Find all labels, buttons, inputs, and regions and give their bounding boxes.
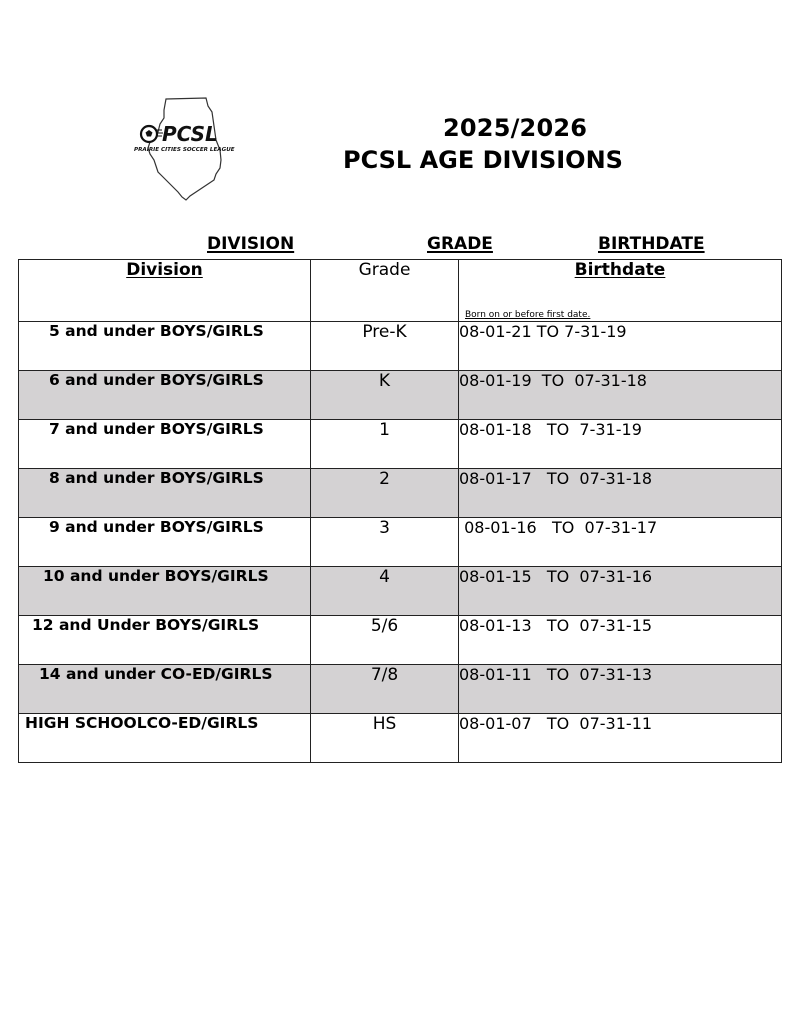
page-title: PCSL AGE DIVISIONS [343, 146, 623, 174]
birthdate-cell: 08-01-13 TO 07-31-15 [459, 616, 782, 665]
illinois-outline-icon [128, 96, 238, 204]
table-row [19, 322, 782, 371]
birthdate-cell: 08-01-15 TO 07-31-16 [459, 567, 782, 616]
heading-grade: GRADE [427, 234, 493, 254]
birthdate-cell: 08-01-11 TO 07-31-13 [459, 665, 782, 714]
table-row [19, 714, 782, 763]
grade-cell: 1 [311, 420, 459, 469]
division-cell: 8 and under BOYS/GIRLS [19, 469, 311, 518]
birthdate-cell: 08-01-16 TO 07-31-17 [459, 518, 782, 567]
heading-division: DIVISION [207, 234, 295, 254]
division-cell: 5 and under BOYS/GIRLS [19, 322, 311, 371]
header-grade: Grade [311, 260, 459, 322]
birthdate-cell: 08-01-17 TO 07-31-18 [459, 469, 782, 518]
header-birthdate [459, 260, 782, 322]
table-row [19, 616, 782, 665]
division-cell: 14 and under CO-ED/GIRLS [19, 665, 311, 714]
grade-cell: 5/6 [311, 616, 459, 665]
grade-cell: 2 [311, 469, 459, 518]
division-cell: HIGH SCHOOLCO-ED/GIRLS [19, 714, 311, 763]
birthdate-cell: 08-01-19 TO 07-31-18 [459, 371, 782, 420]
table-row [19, 665, 782, 714]
header-birthdate-label: Birthdate [574, 260, 666, 280]
birthdate-cell: 08-01-07 TO 07-31-11 [459, 714, 782, 763]
table-row [19, 469, 782, 518]
logo-subtitle: PRAIRIE CITIES SOCCER LEAGUE [134, 147, 235, 153]
division-cell: 7 and under BOYS/GIRLS [19, 420, 311, 469]
grade-cell: 3 [311, 518, 459, 567]
pcsl-logo [128, 96, 238, 204]
birthdate-note: Born on or before first date. [465, 310, 591, 320]
table-row [19, 567, 782, 616]
soccer-ball-icon [141, 126, 157, 142]
birthdate-cell: 08-01-21 TO 7-31-19 [459, 322, 782, 371]
division-cell: 6 and under BOYS/GIRLS [19, 371, 311, 420]
table-header-row [19, 260, 782, 322]
division-cell: 9 and under BOYS/GIRLS [19, 518, 311, 567]
grade-cell: Pre-K [311, 322, 459, 371]
season-year: 2025/2026 [443, 114, 588, 142]
heading-birthdate: BIRTHDATE [598, 234, 705, 254]
age-divisions-table [18, 259, 782, 763]
table-row [19, 371, 782, 420]
logo-wordmark: PCSL [162, 122, 218, 146]
grade-cell: K [311, 371, 459, 420]
division-cell: 10 and under BOYS/GIRLS [19, 567, 311, 616]
table-row [19, 518, 782, 567]
birthdate-cell: 08-01-18 TO 7-31-19 [459, 420, 782, 469]
grade-cell: HS [311, 714, 459, 763]
grade-cell: 7/8 [311, 665, 459, 714]
header-division: Division [19, 260, 311, 322]
grade-cell: 4 [311, 567, 459, 616]
table-row [19, 420, 782, 469]
division-cell: 12 and Under BOYS/GIRLS [19, 616, 311, 665]
